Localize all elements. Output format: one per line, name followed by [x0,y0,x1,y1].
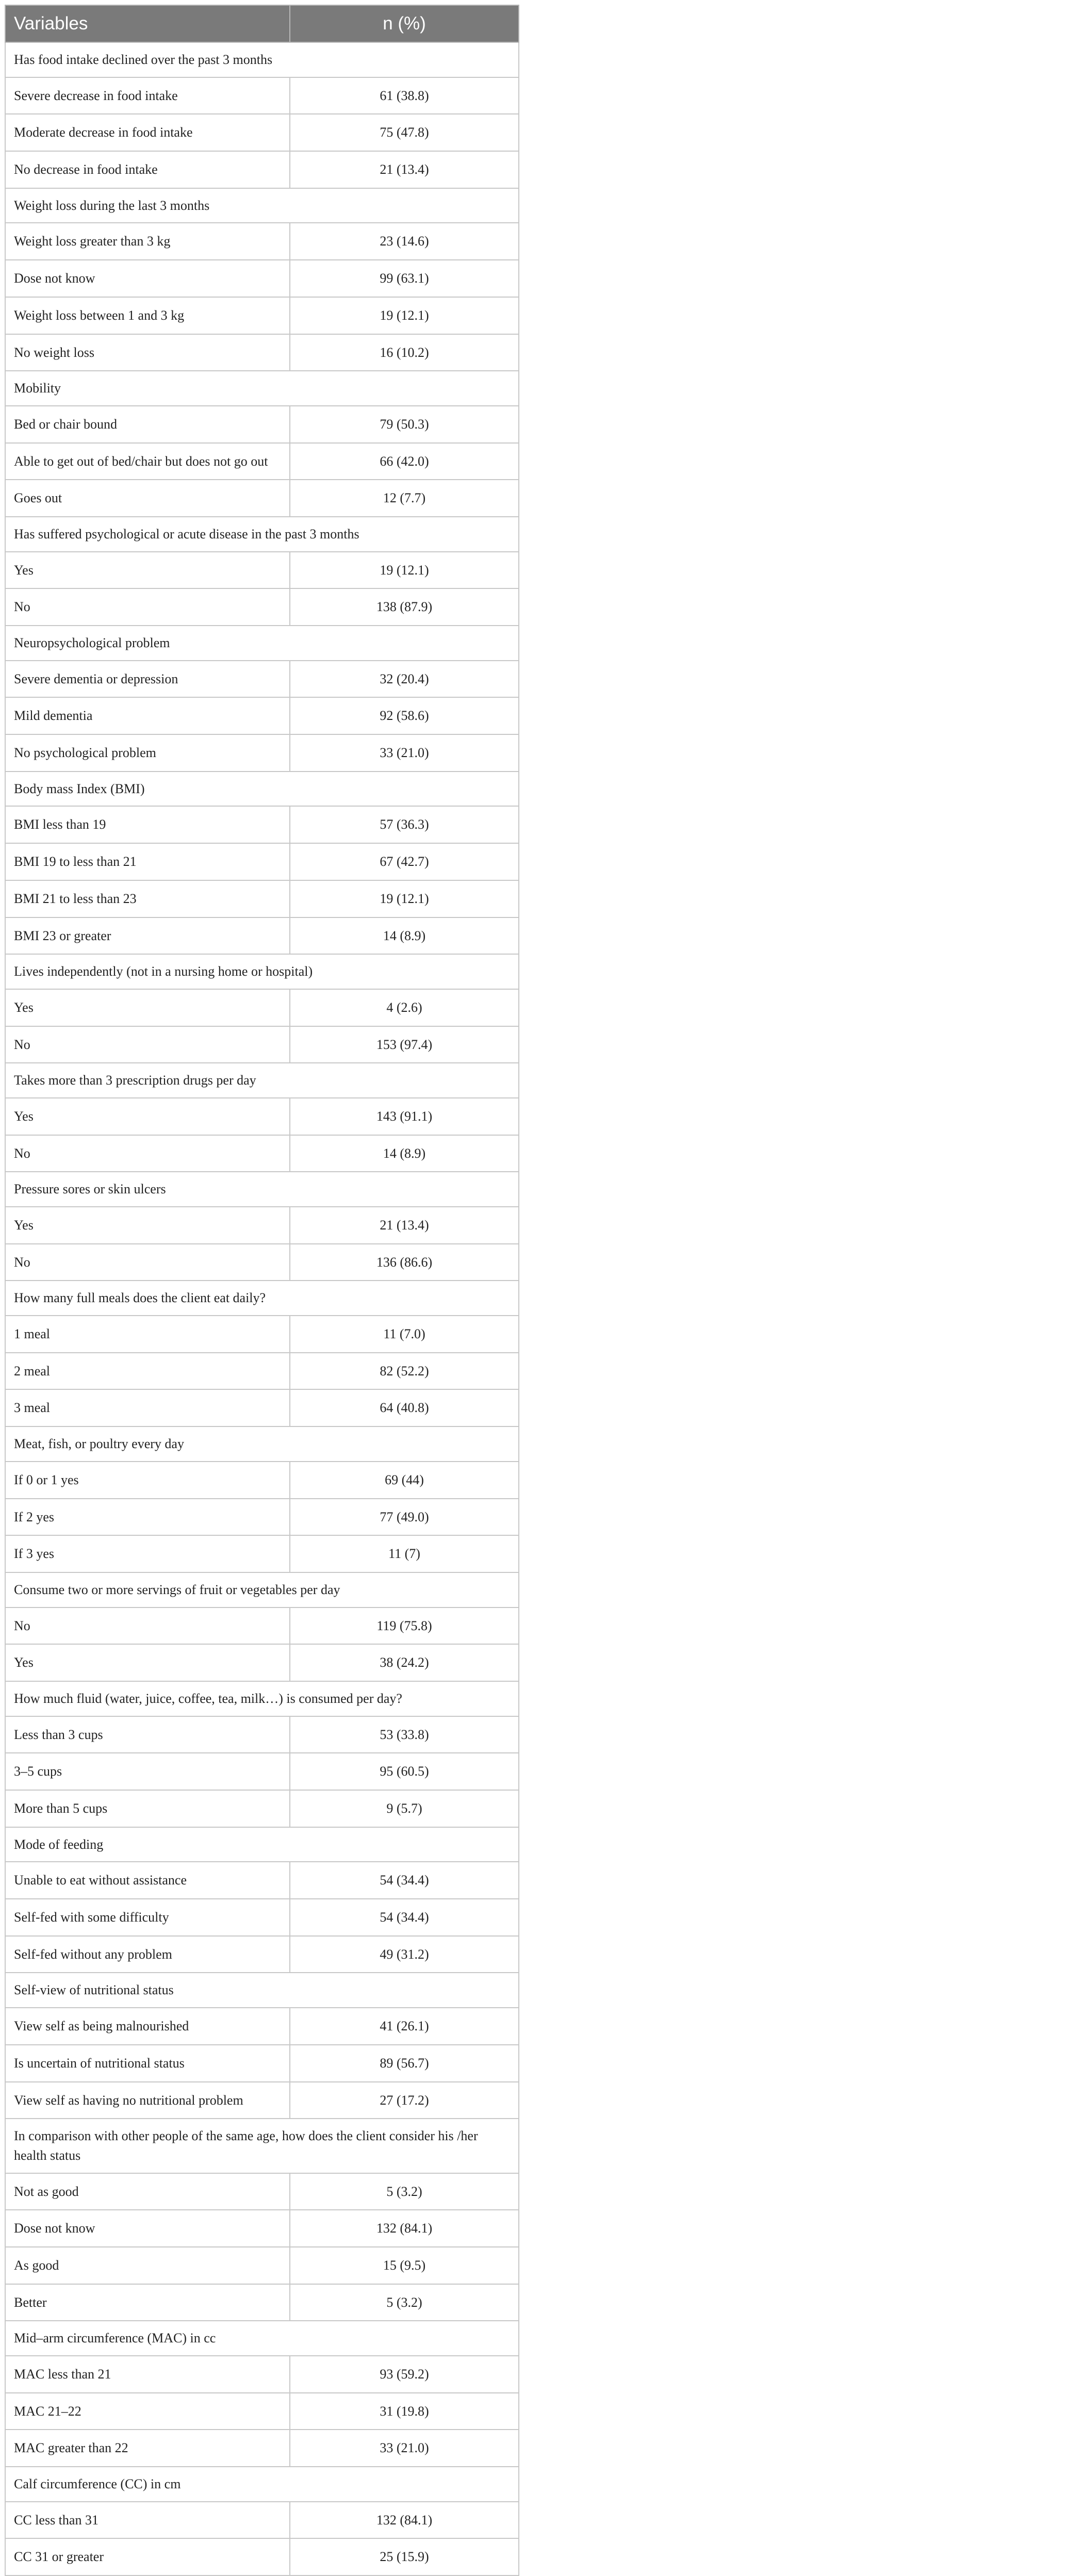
count-percent: 16 (10.2) [290,334,519,371]
section-title: Meat, fish, or poultry every day [5,1426,519,1462]
table-row [5,1316,519,1353]
count-percent: 132 (84.1) [290,2210,519,2247]
category-label: 2 meal [5,1353,290,1390]
table-row [5,1098,519,1135]
section-row [5,1281,519,1316]
table-row [5,1207,519,1244]
category-label: Able to get out of bed/chair but does not go out [5,443,290,480]
section-row [5,188,519,223]
table-row [5,843,519,880]
category-label: Bed or chair bound [5,406,290,443]
category-label: No [5,1607,290,1645]
table-row [5,260,519,297]
category-label: BMI less than 19 [5,806,290,843]
section-title: Has suffered psychological or acute disease in the past 3 months [5,517,519,552]
count-percent: 153 (97.4) [290,1026,519,1063]
count-percent: 77 (49.0) [290,1499,519,1536]
count-percent: 4 (2.6) [290,989,519,1026]
table-row [5,2393,519,2430]
table-row [5,2430,519,2467]
category-label: 3 meal [5,1389,290,1426]
count-percent: 31 (19.8) [290,2393,519,2430]
count-percent: 136 (86.6) [290,1244,519,1281]
section-row [5,42,519,77]
count-percent: 25 (15.9) [290,2538,519,2575]
category-label: Moderate decrease in food intake [5,114,290,151]
count-percent: 64 (40.8) [290,1389,519,1426]
section-row [5,1572,519,1607]
header-n-percent: n (%) [290,5,519,42]
section-title: Takes more than 3 prescription drugs per day [5,1063,519,1098]
section-title: Weight loss during the last 3 months [5,188,519,223]
header-row [5,5,519,42]
count-percent: 5 (3.2) [290,2173,519,2210]
section-title: How many full meals does the client eat daily? [5,1281,519,1316]
count-percent: 92 (58.6) [290,697,519,734]
count-percent: 11 (7.0) [290,1316,519,1353]
section-title: In comparison with other people of the same age, how does the client consider his /her health status [5,2119,519,2173]
count-percent: 93 (59.2) [290,2356,519,2393]
table-row [5,1936,519,1973]
category-label: Yes [5,1644,290,1681]
table-row [5,697,519,734]
category-label: 1 meal [5,1316,290,1353]
category-label: If 3 yes [5,1535,290,1572]
section-row [5,1426,519,1462]
table-row [5,1899,519,1936]
category-label: Weight loss greater than 3 kg [5,223,290,260]
count-percent: 14 (8.9) [290,1135,519,1172]
section-title: Calf circumference (CC) in cm [5,2467,519,2502]
count-percent: 95 (60.5) [290,1753,519,1790]
count-percent: 82 (52.2) [290,1353,519,1390]
category-label: MAC 21–22 [5,2393,290,2430]
section-row [5,954,519,989]
count-percent: 61 (38.8) [290,77,519,114]
count-percent: 138 (87.9) [290,588,519,626]
section-title: Mode of feeding [5,1827,519,1862]
count-percent: 5 (3.2) [290,2284,519,2321]
table-row [5,1026,519,1063]
category-label: Dose not know [5,2210,290,2247]
table-row [5,151,519,188]
category-label: If 0 or 1 yes [5,1462,290,1499]
count-percent: 132 (84.1) [290,2502,519,2539]
count-percent: 33 (21.0) [290,2430,519,2467]
category-label: Is uncertain of nutritional status [5,2045,290,2082]
category-label: Weight loss between 1 and 3 kg [5,297,290,334]
header-variables: Variables [5,5,290,42]
section-row [5,371,519,406]
count-percent: 21 (13.4) [290,1207,519,1244]
table-row [5,1135,519,1172]
category-label: No weight loss [5,334,290,371]
category-label: Yes [5,1207,290,1244]
table-row [5,917,519,955]
count-percent: 14 (8.9) [290,917,519,955]
table-row [5,1716,519,1753]
category-label: BMI 21 to less than 23 [5,880,290,917]
table-row [5,2082,519,2119]
section-row [5,2119,519,2173]
table-row [5,1462,519,1499]
table-row [5,2284,519,2321]
table-row [5,480,519,517]
count-percent: 75 (47.8) [290,114,519,151]
table-row [5,1499,519,1536]
table-row [5,114,519,151]
category-label: Yes [5,989,290,1026]
count-percent: 143 (91.1) [290,1098,519,1135]
category-label: If 2 yes [5,1499,290,1536]
count-percent: 79 (50.3) [290,406,519,443]
category-label: View self as being malnourished [5,2008,290,2045]
section-title: Lives independently (not in a nursing home or hospital) [5,954,519,989]
count-percent: 119 (75.8) [290,1607,519,1645]
category-label: 3–5 cups [5,1753,290,1790]
section-title: Consume two or more servings of fruit or vegetables per day [5,1572,519,1607]
category-label: Less than 3 cups [5,1716,290,1753]
category-label: CC 31 or greater [5,2538,290,2575]
section-row [5,2321,519,2356]
category-label: MAC greater than 22 [5,2430,290,2467]
count-percent: 99 (63.1) [290,260,519,297]
table-row [5,1353,519,1390]
table-row [5,1790,519,1827]
table-row [5,406,519,443]
category-label: Self-fed with some difficulty [5,1899,290,1936]
table-row [5,880,519,917]
category-label: No [5,588,290,626]
category-label: No [5,1244,290,1281]
table-row [5,2502,519,2539]
section-row [5,1973,519,2008]
table-row [5,2247,519,2284]
count-percent: 27 (17.2) [290,2082,519,2119]
category-label: BMI 19 to less than 21 [5,843,290,880]
section-title: Neuropsychological problem [5,626,519,661]
table-row [5,552,519,589]
category-label: More than 5 cups [5,1790,290,1827]
count-percent: 23 (14.6) [290,223,519,260]
section-title: Has food intake declined over the past 3 months [5,42,519,77]
category-label: Dose not know [5,260,290,297]
section-title: Mobility [5,371,519,406]
table-row [5,1535,519,1572]
section-row [5,2467,519,2502]
category-label: MAC less than 21 [5,2356,290,2393]
category-label: No [5,1135,290,1172]
count-percent: 33 (21.0) [290,734,519,772]
count-percent: 54 (34.4) [290,1899,519,1936]
count-percent: 15 (9.5) [290,2247,519,2284]
section-row [5,626,519,661]
category-label: Not as good [5,2173,290,2210]
category-label: Severe dementia or depression [5,661,290,698]
count-percent: 19 (12.1) [290,297,519,334]
count-percent: 57 (36.3) [290,806,519,843]
section-title: How much fluid (water, juice, coffee, tea, milk…) is consumed per day? [5,1681,519,1716]
section-title: Body mass Index (BMI) [5,772,519,807]
count-percent: 19 (12.1) [290,880,519,917]
count-percent: 19 (12.1) [290,552,519,589]
table-row [5,2173,519,2210]
category-label: No [5,1026,290,1063]
category-label: Yes [5,552,290,589]
count-percent: 12 (7.7) [290,480,519,517]
count-percent: 69 (44) [290,1462,519,1499]
section-row [5,1172,519,1207]
count-percent: 54 (34.4) [290,1862,519,1899]
count-percent: 41 (26.1) [290,2008,519,2045]
category-label: No psychological problem [5,734,290,772]
table-row [5,1862,519,1899]
category-label: As good [5,2247,290,2284]
count-percent: 11 (7) [290,1535,519,1572]
section-title: Self-view of nutritional status [5,1973,519,2008]
category-label: No decrease in food intake [5,151,290,188]
table-row [5,1244,519,1281]
table-row [5,588,519,626]
table-row [5,806,519,843]
table-row [5,334,519,371]
table-row [5,2008,519,2045]
table-row [5,989,519,1026]
count-percent: 67 (42.7) [290,843,519,880]
section-row [5,1063,519,1098]
table-row [5,2356,519,2393]
count-percent: 38 (24.2) [290,1644,519,1681]
table-row [5,1644,519,1681]
count-percent: 89 (56.7) [290,2045,519,2082]
count-percent: 32 (20.4) [290,661,519,698]
section-row [5,517,519,552]
table-row [5,661,519,698]
section-row [5,1827,519,1862]
category-label: Severe decrease in food intake [5,77,290,114]
section-row [5,772,519,807]
category-label: CC less than 31 [5,2502,290,2539]
category-label: View self as having no nutritional problem [5,2082,290,2119]
section-row [5,1681,519,1716]
category-label: BMI 23 or greater [5,917,290,955]
count-percent: 66 (42.0) [290,443,519,480]
table-header [5,5,519,42]
category-label: Self-fed without any problem [5,1936,290,1973]
table-row [5,2538,519,2575]
count-percent: 21 (13.4) [290,151,519,188]
count-percent: 49 (31.2) [290,1936,519,1973]
category-label: Mild dementia [5,697,290,734]
section-title: Mid–arm circumference (MAC) in cc [5,2321,519,2356]
table-row [5,1753,519,1790]
category-label: Yes [5,1098,290,1135]
table-row [5,734,519,772]
category-label: Unable to eat without assistance [5,1862,290,1899]
table-row [5,1389,519,1426]
category-label: Goes out [5,480,290,517]
section-title: Pressure sores or skin ulcers [5,1172,519,1207]
category-label: Better [5,2284,290,2321]
table-row [5,223,519,260]
table-row [5,443,519,480]
table-row [5,1607,519,1645]
table-body [5,42,519,2575]
table-row [5,2045,519,2082]
table-row [5,297,519,334]
count-percent: 53 (33.8) [290,1716,519,1753]
table-row [5,2210,519,2247]
count-percent: 9 (5.7) [290,1790,519,1827]
table-row [5,77,519,114]
nutrition-table [5,5,519,2576]
